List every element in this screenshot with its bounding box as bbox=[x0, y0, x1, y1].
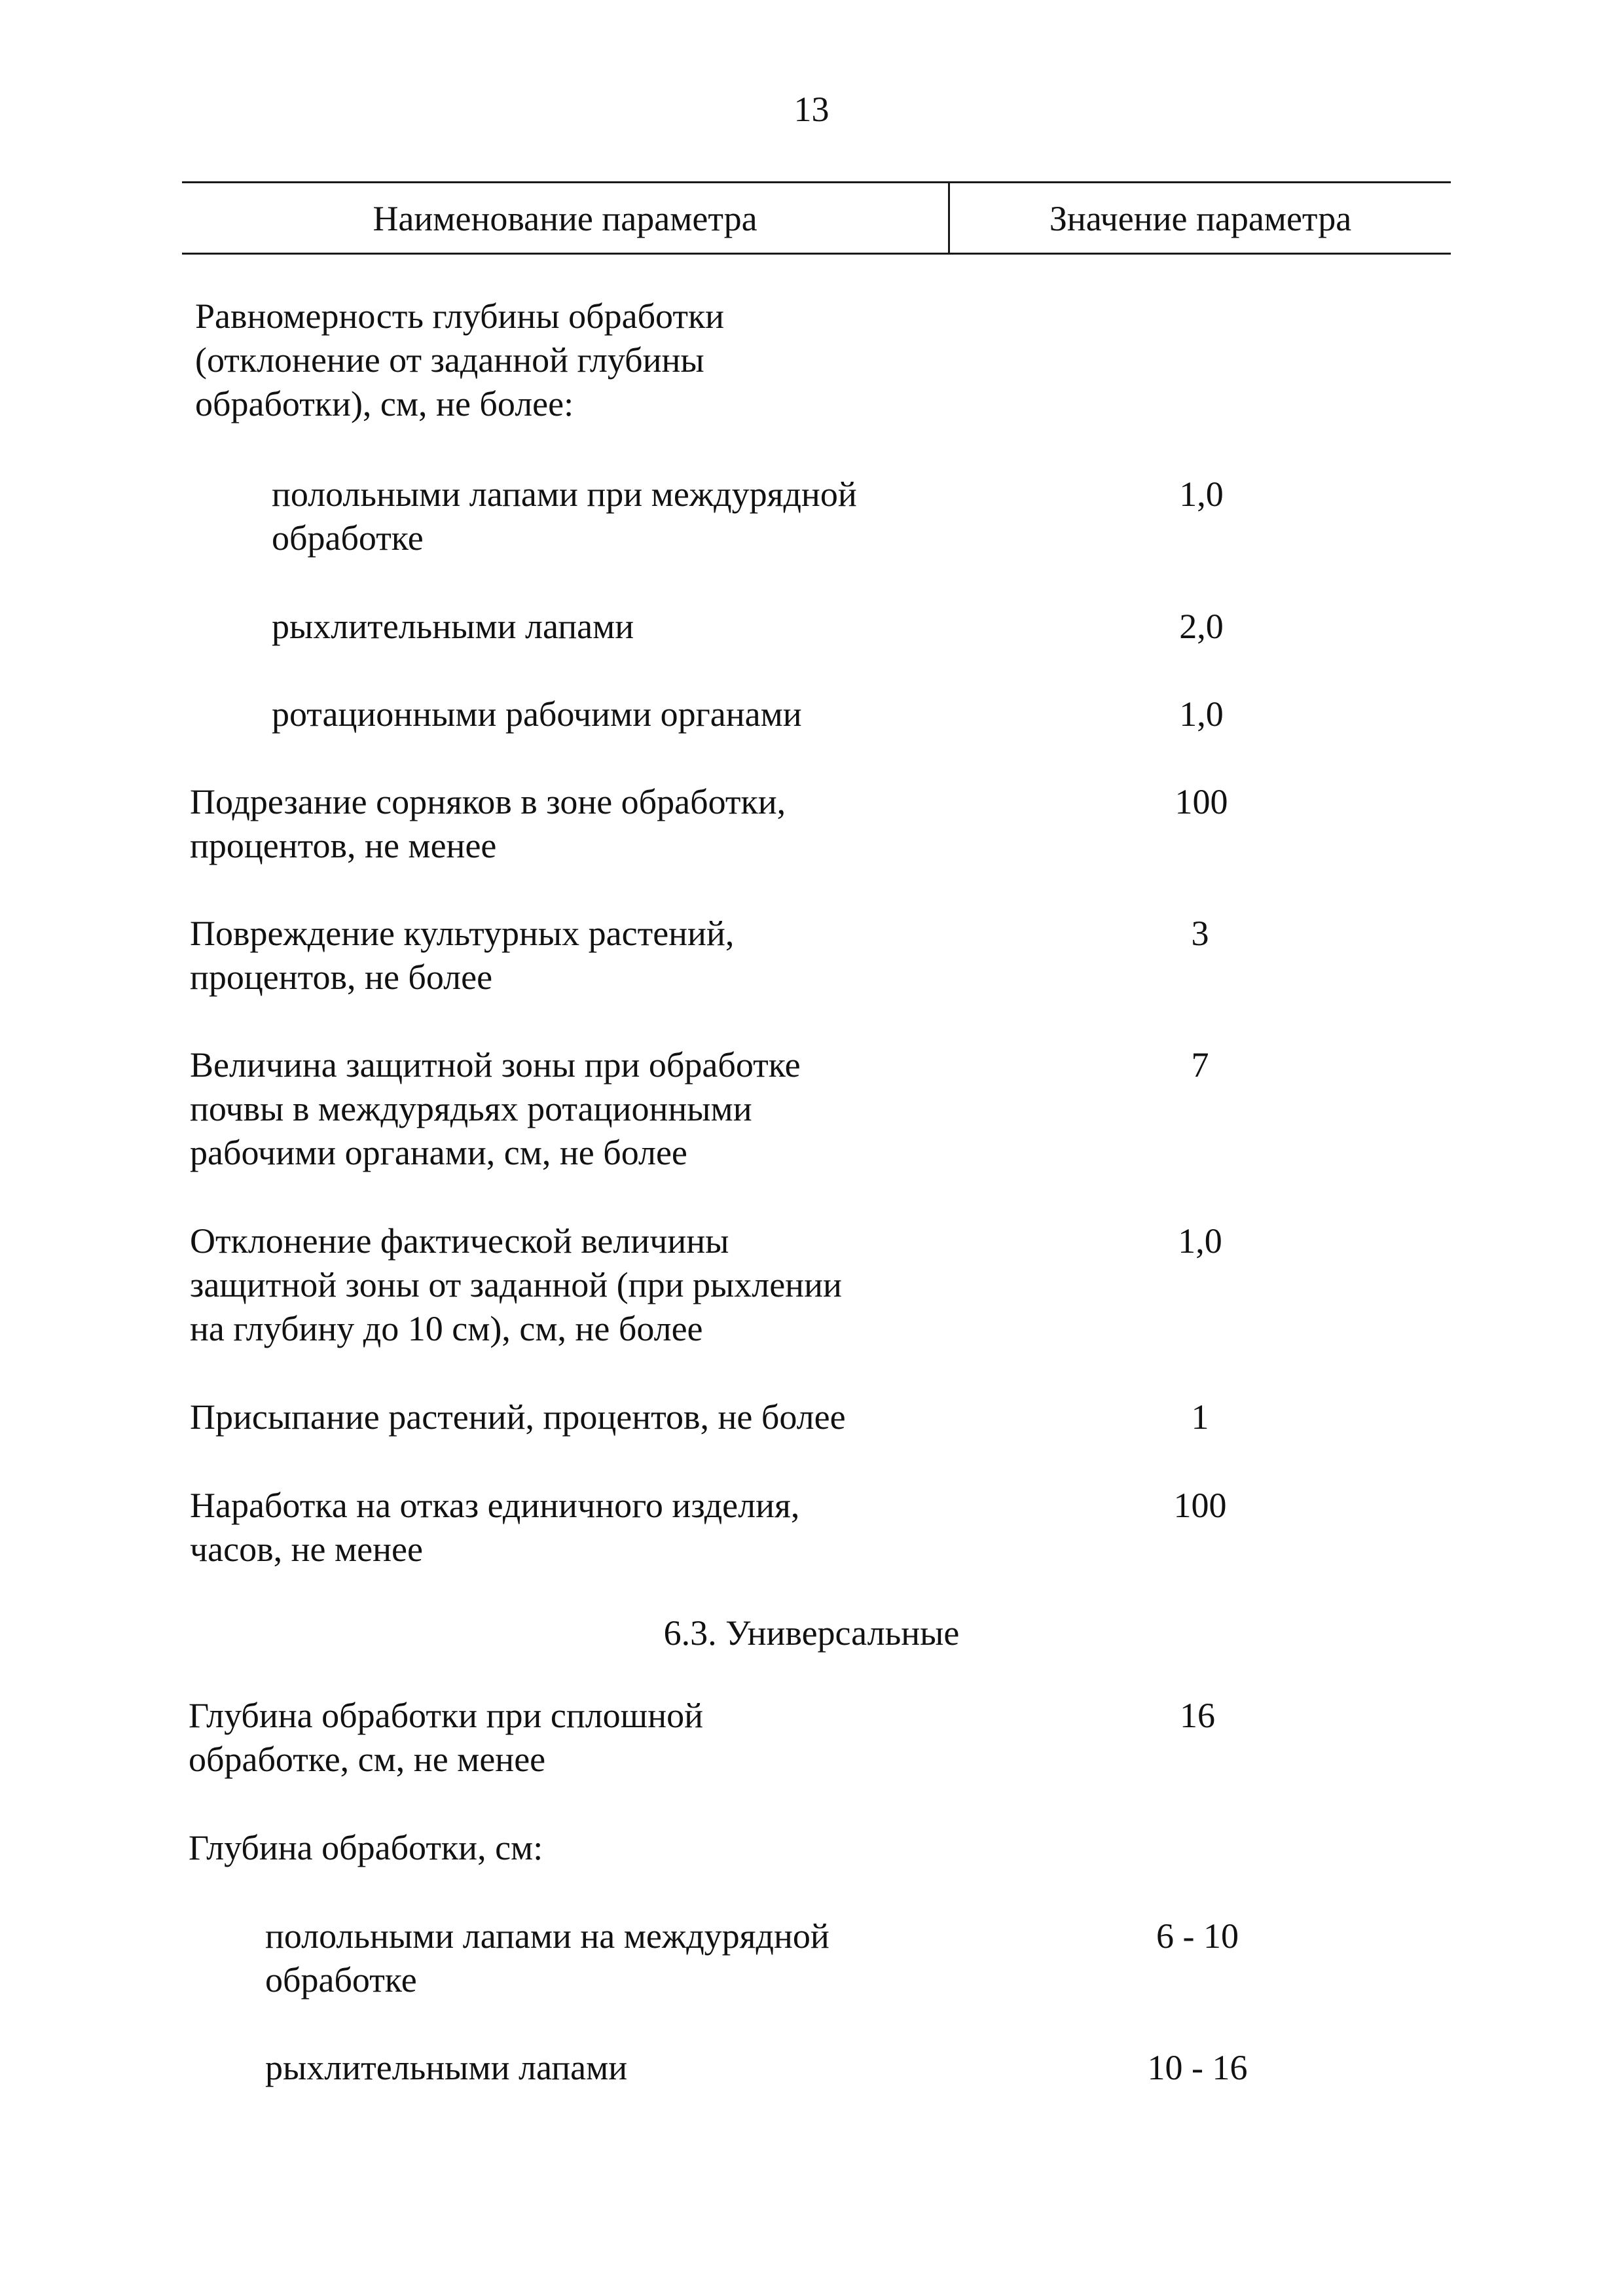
value-weed-cutting: 100 bbox=[1175, 782, 1228, 821]
value-loosening-paws: 2,0 bbox=[1179, 607, 1224, 646]
param-treatment-depth: Глубина обработки, см: bbox=[189, 1828, 543, 1867]
param-protective-zone: Величина защитной зоны при обработке почвы в междурядьях ротационными рабочими органами, см, не более bbox=[190, 1045, 801, 1172]
value-weeding-paws: 1,0 bbox=[1179, 475, 1224, 514]
header-param-name: Наименование параметра bbox=[373, 199, 757, 238]
page-number: 13 bbox=[793, 90, 830, 129]
param-rotary-organs: ротационными рабочими органами bbox=[272, 694, 802, 734]
section-title: 6.3. Универсальные bbox=[663, 1613, 960, 1653]
param-zone-deviation: Отклонение фактической величины защитной зоны от заданной (при рыхлении на глубину до 10 см), см, не более bbox=[190, 1221, 842, 1348]
param-uniformity-depth: Равномерность глубины обработки (отклонение от заданной глубины обработки), см, не более: bbox=[195, 296, 725, 423]
param-weeding-paws: полольными лапами при междурядной обработке bbox=[272, 475, 857, 558]
value-zone-deviation: 1,0 bbox=[1178, 1221, 1222, 1261]
value-plant-covering: 1 bbox=[1191, 1397, 1209, 1437]
value-mtbf: 100 bbox=[1173, 1486, 1227, 1525]
value-weeding-paws-inter-row: 6 - 10 bbox=[1156, 1916, 1239, 1956]
value-crop-damage: 3 bbox=[1191, 914, 1209, 953]
param-plant-covering: Присыпание растений, процентов, не более bbox=[190, 1397, 846, 1437]
param-weed-cutting: Подрезание сорняков в зоне обработки, процентов, не менее bbox=[190, 782, 786, 865]
value-rotary-organs: 1,0 bbox=[1179, 694, 1224, 734]
value-protective-zone: 7 bbox=[1191, 1045, 1209, 1085]
param-crop-damage: Повреждение культурных растений, процентов, не более bbox=[190, 914, 735, 997]
param-mtbf: Наработка на отказ единичного изделия, часов, не менее bbox=[190, 1486, 800, 1569]
value-loosening-paws-2: 10 - 16 bbox=[1147, 2048, 1248, 2087]
param-loosening-paws-2: рыхлительными лапами bbox=[265, 2048, 628, 2087]
table-header bbox=[182, 181, 1451, 255]
header-param-value: Значение параметра bbox=[1049, 199, 1352, 238]
param-loosening-paws: рыхлительными лапами bbox=[272, 607, 634, 646]
param-continuous-depth: Глубина обработки при сплошной обработке, см, не менее bbox=[189, 1696, 704, 1779]
value-continuous-depth: 16 bbox=[1180, 1696, 1215, 1735]
param-weeding-paws-inter-row: полольными лапами на междурядной обработке bbox=[265, 1916, 830, 2000]
